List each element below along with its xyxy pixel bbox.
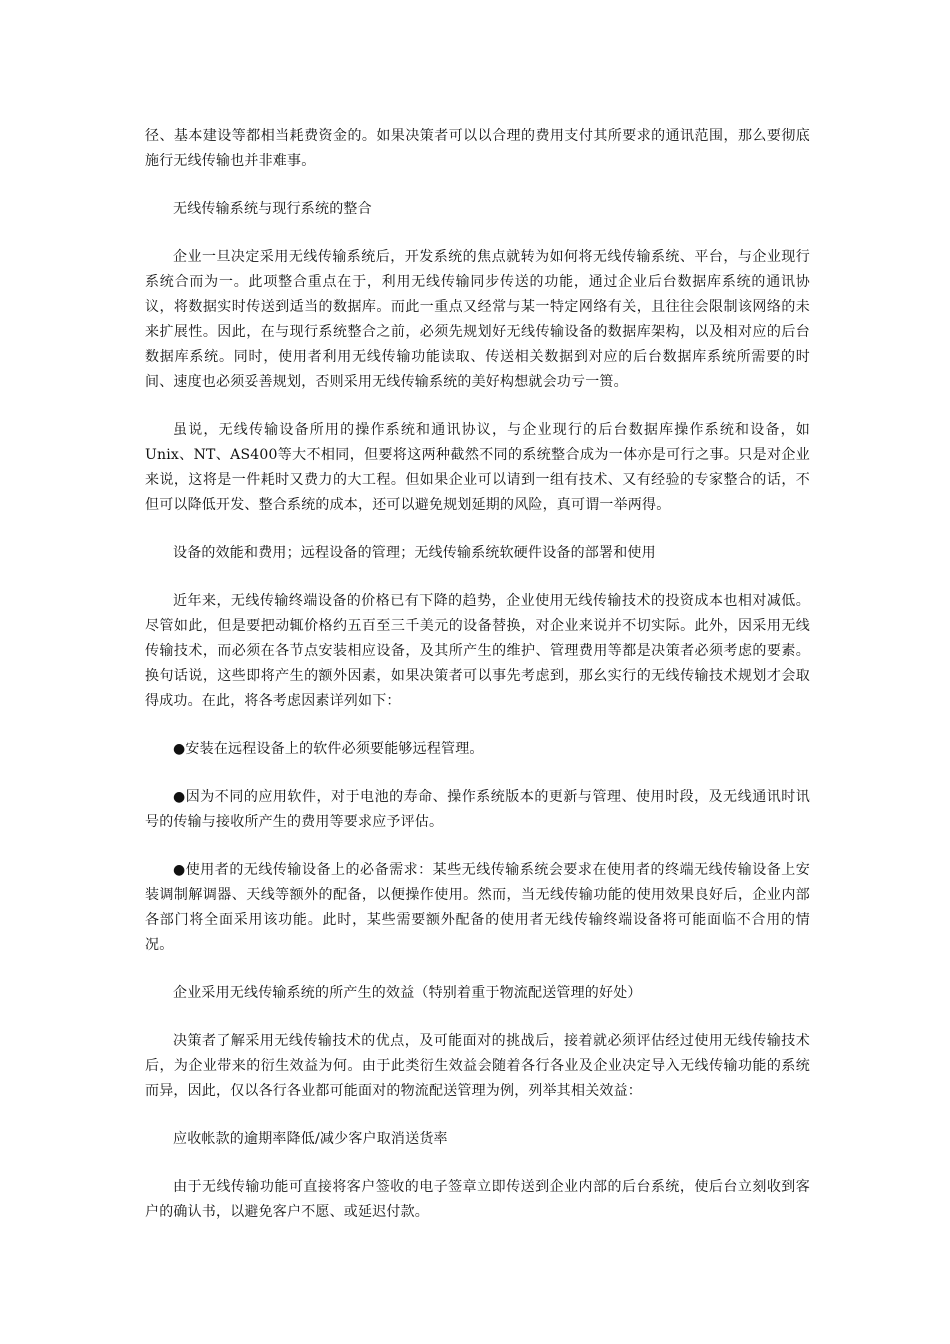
bullet-remote-management: ●安装在远程设备上的软件必须要能够远程管理。: [173, 741, 484, 757]
document-body: [145, 124, 810, 1248]
paragraph-receivables: 由于无线传输功能可直接将客户签收的电子签章立即传送到企业内部的后台系统，使后台立刻收到客户的确认书，以避免客户不愿、或延迟付款。: [145, 1179, 810, 1220]
section-heading-benefits: 企业采用无线传输系统的所产生的效益（特别着重于物流配送管理的好处）: [173, 985, 642, 1001]
bullet-battery-evaluation: ●因为不同的应用软件，对于电池的寿命、操作系统版本的更新与管理、使用时段，及无线通讯时讯号的传输与接收所产生的费用等要求应予评估。: [145, 789, 810, 830]
section-heading-devices: 设备的效能和费用；远程设备的管理；无线传输系统软硬件设备的部署和使用: [173, 545, 656, 561]
section-heading-receivables: 应收帐款的逾期率降低/减少客户取消送货率: [173, 1131, 448, 1147]
paragraph-benefits: 决策者了解采用无线传输技术的优点，及可能面对的挑战后，接着就必须评估经过使用无线传输技术后，为企业带来的衍生效益为何。由于此类衍生效益会随着各行各业及企业决定导入无线传输功能的系统而异，因此，仅以各行各业都可能面对的物流配送管理为例，列举其相关效益：: [145, 1033, 810, 1099]
paragraph-continuation: 径、基本建设等都相当耗费资金的。如果决策者可以以合理的费用支付其所要求的通讯范围，那么要彻底施行无线传输也并非难事。: [145, 128, 810, 169]
paragraph-integration: 企业一旦决定采用无线传输系统后，开发系统的焦点就转为如何将无线传输系统、平台，与企业现行系统合而为一。此项整合重点在于，利用无线传输同步传送的功能，通过企业后台数据库系统的通讯协议，将数据实时传送到适当的数据库。而此一重点又经常与某一特定网络有关，且往往会限制该网络的未来扩展性。因此，在与现行系统整合之前，必须先规划好无线传输设备的数据库架构，以及相对应的后台数据库系统。同时，使用者利用无线传输功能读取、传送相关数据到对应的后台数据库系统所需要的时间、速度也必须妥善规划，否则采用无线传输系统的美好构想就会功亏一篑。: [145, 249, 810, 390]
paragraph-os-protocol: 虽说，无线传输设备所用的操作系统和通讯协议，与企业现行的后台数据库操作系统和设备，如Unix、NT、AS400等大不相同，但要将这两种截然不同的系统整合成为一体亦是可行之事。只是对企业来说，这将是一件耗时又费力的大工程。但如果企业可以请到一组有技术、又有经验的专家整合的话，不但可以降低开发、整合系统的成本，还可以避免规划延期的风险，真可谓一举两得。: [145, 422, 810, 513]
section-heading-integration: 无线传输系统与现行系统的整合: [173, 201, 372, 217]
paragraph-device-cost: 近年来，无线传输终端设备的价格已有下降的趋势，企业使用无线传输技术的投资成本也相对减低。尽管如此，但是要把动辄价格约五百至三千美元的设备替换，对企业来说并不切实际。此外，因采用无线传输技术，而必须在各节点安装相应设备，及其所产生的维护、管理费用等都是决策者必须考虑的要素。换句话说，这些即将产生的额外因素，如果决策者可以事先考虑到，那幺实行的无线传输技术规划才会取得成功。在此，将各考虑因素详列如下：: [145, 593, 810, 709]
bullet-user-requirements: ●使用者的无线传输设备上的必备需求：某些无线传输系统会要求在使用者的终端无线传输设备上安装调制解调器、天线等额外的配备，以便操作使用。然而，当无线传输功能的使用效果良好后，企业内部各部门将全面采用该功能。此时，某些需要额外配备的使用者无线传输终端设备将可能面临不合用的情况。: [145, 862, 810, 953]
